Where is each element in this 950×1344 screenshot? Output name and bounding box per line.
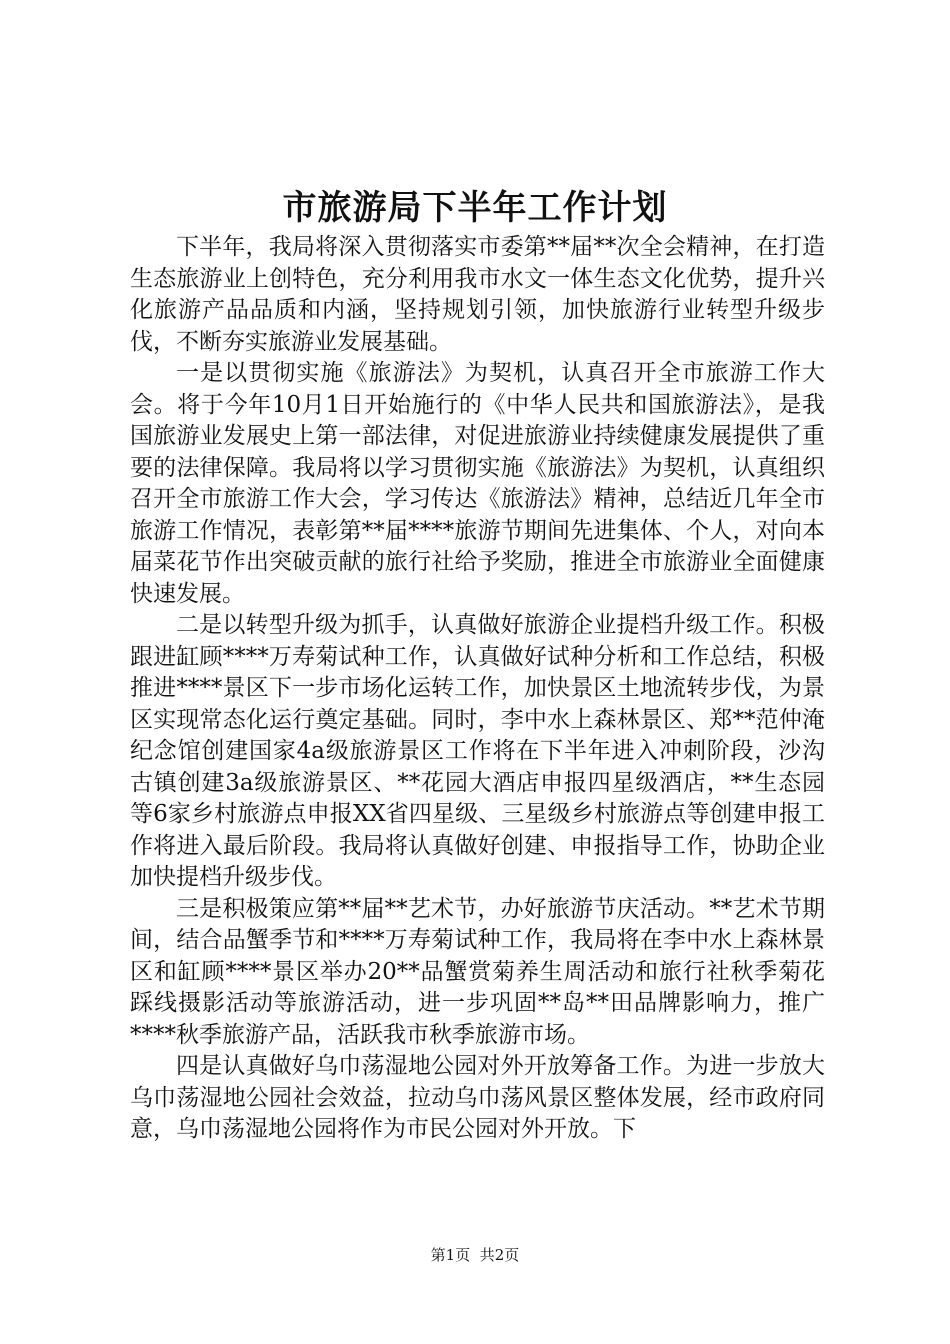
paragraph-item-4: 四是认真做好乌巾荡湿地公园对外开放筹备工作。为进一步放大乌巾荡湿地公园社会效益，拉动乌巾荡风景区整体发展，经市政府同意，乌巾荡湿地公园将作为市民公园对外开放。下 <box>130 1053 825 1142</box>
page-total: 共2页 <box>479 1246 520 1264</box>
paragraph-item-1: 一是以贯彻实施《旅游法》为契机，认真召开全市旅游工作大会。将于今年10月1日开始施行的《中华人民共和国旅游法》，是我国旅游业发展史上第一部法律，对促进旅游业持续健康发展提供了重要的法律保障。我局将以学习贯彻实施《旅游法》为契机，认真组织召开全市旅游工作大会，学习传达《旅游法》精神，总结近几年全市旅游工作情况，表彰第**届****旅游节期间先进集体、个人，对向本届菜花节作出突破贡献的旅行社给予奖励，推进全市旅游业全面健康快速发展。 <box>130 360 825 607</box>
page-title: 市旅游局下半年工作计划 <box>282 188 668 228</box>
paragraph-item-2: 二是以转型升级为抓手，认真做好旅游企业提档升级工作。积极跟进缸顾****万寿菊试种工作，认真做好试种分析和工作总结，积极推进****景区下一步市场化运转工作，加快景区土地流转步伐，为景区实现常态化运行奠定基础。同时，李中水上森林景区、郑**范仲淹纪念馆创建国家4a级旅游景区工作将在下半年进入冲刺阶段，沙沟古镇创建3a级旅游景区、**花园大酒店申报四星级酒店，**生态园等6家乡村旅游点申报XX省四星级、三星级乡村旅游点等创建申报工作将进入最后阶段。我局将认真做好创建、申报指导工作，协助企业加快提档升级步伐。 <box>130 612 825 890</box>
paragraph-item-3: 三是积极策应第**届**艺术节，办好旅游节庆活动。**艺术节期间，结合品蟹季节和****万寿菊试种工作，我局将在李中水上森林景区和缸顾****景区举办20**品蟹赏菊养生周活动和旅行社秋季菊花踩线摄影活动等旅游活动，进一步巩固**岛**田品牌影响力，推广****秋季旅游产品，活跃我市秋季旅游市场。 <box>130 895 825 1048</box>
paragraph-intro: 下半年，我局将深入贯彻落实市委第**届**次全会精神，在打造生态旅游业上创特色，充分利用我市水文一体生态文化优势，提升兴化旅游产品品质和内涵，坚持规划引领，加快旅游行业转型升级步伐，不断夯实旅游业发展基础。 <box>130 234 825 355</box>
document-body <box>130 232 825 1146</box>
page-number: 第1页 <box>430 1246 471 1264</box>
page-footer <box>0 1245 950 1265</box>
